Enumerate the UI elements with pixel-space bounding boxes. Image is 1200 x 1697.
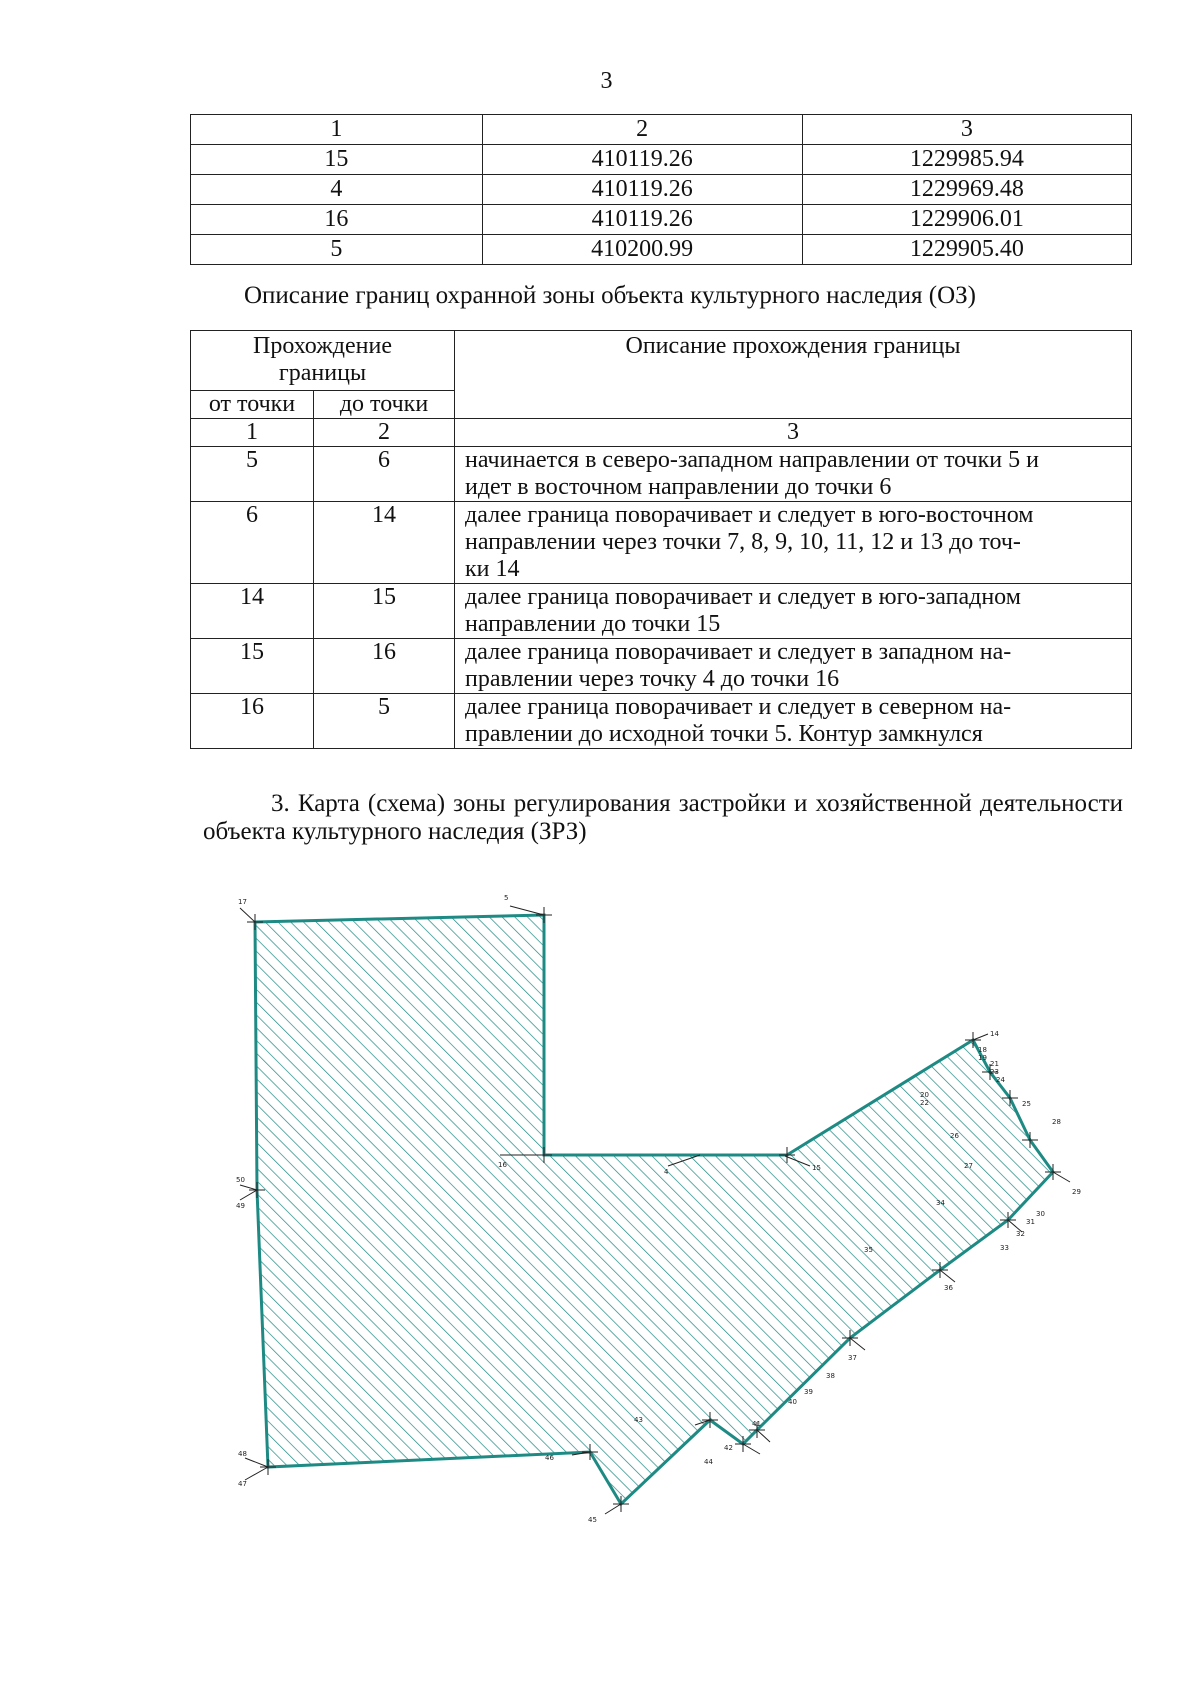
table-cell: 3 — [455, 419, 1132, 447]
point-label: 18 — [978, 1046, 987, 1054]
point-label: 39 — [804, 1388, 813, 1396]
header-from: от точки — [191, 391, 314, 419]
table-header-row — [191, 331, 1132, 391]
table-cell: 1 — [191, 419, 314, 447]
description-line: направлении до точки 15 — [465, 611, 721, 637]
header-description: Описание прохождения границы — [455, 331, 1132, 419]
description-line: далее граница поворачивает и следует в юго-восточном — [465, 502, 1034, 528]
table-row — [191, 205, 1132, 235]
table-header-row — [191, 115, 1132, 145]
table-cell: 1229906.01 — [802, 205, 1131, 235]
header-to: до точки — [314, 391, 455, 419]
table-row — [191, 235, 1132, 265]
table-row — [191, 639, 1132, 694]
table-cell: 3 — [802, 115, 1131, 145]
description-cell — [455, 447, 1132, 502]
from-point: 16 — [191, 694, 314, 749]
description-cell — [455, 584, 1132, 639]
table-row — [191, 584, 1132, 639]
point-label: 42 — [724, 1444, 733, 1452]
point-label: 34 — [936, 1199, 945, 1207]
description-line: ки 14 — [465, 556, 520, 582]
description-line: далее граница поворачивает и следует в юго-западном — [465, 584, 1021, 610]
section-heading: 3. Карта (схема) зоны регулирования застройки и хозяйственной деятельности объекта культурного наследия (ЗРЗ) — [203, 790, 1123, 845]
table-cell: 410119.26 — [482, 205, 802, 235]
oz-title: Описание границ охранной зоны объекта культурного наследия (ОЗ) — [243, 282, 977, 309]
point-label: 23 — [990, 1068, 999, 1076]
table-cell: 5 — [191, 235, 483, 265]
point-label: 16 — [498, 1161, 507, 1169]
to-point: 5 — [314, 694, 455, 749]
to-point: 16 — [314, 639, 455, 694]
point-label: 35 — [864, 1246, 873, 1254]
table-row — [191, 447, 1132, 502]
point-label: 46 — [545, 1454, 554, 1462]
table-cell: 410119.26 — [482, 145, 802, 175]
point-label: 30 — [1036, 1210, 1045, 1218]
description-cell — [455, 502, 1132, 584]
description-line: далее граница поворачивает и следует в западном на- — [465, 639, 1012, 665]
point-label: 38 — [826, 1372, 835, 1380]
table-cell: 16 — [191, 205, 483, 235]
point-label: 40 — [788, 1398, 797, 1406]
point-label: 15 — [812, 1164, 821, 1172]
boundary-description-table — [190, 330, 1132, 749]
point-label: 45 — [588, 1516, 597, 1524]
point-label: 29 — [1072, 1188, 1081, 1196]
description-line: правлении через точку 4 до точки 16 — [465, 666, 840, 692]
table-cell: 2 — [314, 419, 455, 447]
point-label: 26 — [950, 1132, 959, 1140]
table-cell: 410119.26 — [482, 175, 802, 205]
point-label: 49 — [236, 1202, 245, 1210]
description-line: идет в восточном направлении до точки 6 — [465, 474, 892, 500]
point-label: 24 — [996, 1076, 1005, 1084]
table-row — [191, 694, 1132, 749]
to-point: 6 — [314, 447, 455, 502]
table-cell: 1 — [191, 115, 483, 145]
zrz-zone-polygon — [255, 915, 1053, 1504]
table-cell: 1229985.94 — [802, 145, 1131, 175]
header-passage — [191, 331, 455, 391]
table-cell: 1229969.48 — [802, 175, 1131, 205]
coordinates-table — [190, 114, 1132, 265]
from-point: 6 — [191, 502, 314, 584]
column-number-row — [191, 419, 1132, 447]
to-point: 15 — [314, 584, 455, 639]
point-label: 4 — [664, 1168, 669, 1176]
zrz-map — [200, 870, 1160, 1530]
from-point: 14 — [191, 584, 314, 639]
point-label: 48 — [238, 1450, 247, 1458]
description-line: далее граница поворачивает и следует в северном на- — [465, 694, 1012, 720]
from-point: 5 — [191, 447, 314, 502]
point-label: 41 — [752, 1420, 761, 1428]
point-label: 14 — [990, 1030, 999, 1038]
from-point: 15 — [191, 639, 314, 694]
point-label: 44 — [704, 1458, 713, 1466]
description-cell — [455, 639, 1132, 694]
table-row — [191, 175, 1132, 205]
point-label: 25 — [1022, 1100, 1031, 1108]
description-line: направлении через точки 7, 8, 9, 10, 11, 12 и 13 до точ- — [465, 529, 1021, 555]
point-label: 47 — [238, 1480, 247, 1488]
point-label: 5 — [504, 894, 509, 902]
point-label: 21 — [990, 1060, 999, 1068]
point-label: 17 — [238, 898, 247, 906]
point-label: 20 — [920, 1091, 929, 1099]
to-point: 14 — [314, 502, 455, 584]
table-row — [191, 145, 1132, 175]
table-cell: 410200.99 — [482, 235, 802, 265]
point-label: 22 — [920, 1099, 929, 1107]
table-cell: 2 — [482, 115, 802, 145]
table-cell: 4 — [191, 175, 483, 205]
point-label: 32 — [1016, 1230, 1025, 1238]
table-row — [191, 502, 1132, 584]
point-label: 33 — [1000, 1244, 1009, 1252]
page-number: 3 — [600, 68, 613, 94]
description-line: начинается в северо-западном направлении от точки 5 и — [465, 447, 1039, 473]
description-line: правлении до исходной точки 5. Контур замкнулся — [465, 721, 983, 747]
point-label: 50 — [236, 1176, 245, 1184]
point-label: 27 — [964, 1162, 973, 1170]
table-cell: 15 — [191, 145, 483, 175]
point-label: 31 — [1026, 1218, 1035, 1226]
table-cell: 1229905.40 — [802, 235, 1131, 265]
header-passage-text: Прохождение границы — [252, 333, 392, 386]
point-label: 19 — [978, 1054, 987, 1062]
point-label: 36 — [944, 1284, 953, 1292]
description-cell — [455, 694, 1132, 749]
point-label: 37 — [848, 1354, 857, 1362]
point-label: 28 — [1052, 1118, 1061, 1126]
point-label: 43 — [634, 1416, 643, 1424]
